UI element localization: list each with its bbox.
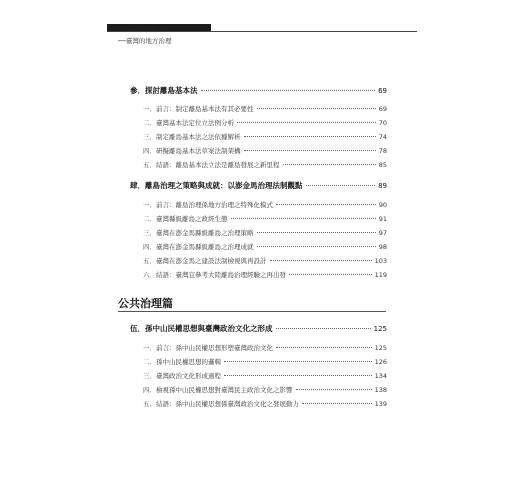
entry-title: 四．檢視孫中山民權思想對臺灣民主政治文化之影響: [143, 386, 293, 394]
entry-title: 一．前言：孫中山民權思想形塑臺灣政治文化: [143, 344, 273, 352]
dot-leader: [257, 232, 376, 233]
dot-leader: [244, 150, 376, 151]
page-number: 78: [378, 147, 387, 155]
entry-title: 五．臺灣在澎金馬之建設法制檢視與再設計: [143, 257, 267, 265]
toc-entry[interactable]: [143, 146, 387, 155]
toc-chapter[interactable]: [130, 323, 387, 334]
page-number: 69: [378, 87, 387, 95]
chapter-title: 參．探討離島基本法: [130, 86, 198, 95]
chapter-title: 伍．孫中山民權思想與臺灣政治文化之形成: [130, 324, 273, 333]
dot-leader: [231, 218, 376, 219]
toc-entry[interactable]: [143, 256, 387, 265]
dot-leader: [237, 122, 376, 123]
dot-leader: [257, 246, 376, 247]
entry-title: 二．臺灣縣級離島之政經生態: [143, 215, 228, 223]
section-heading: 公共治理篇: [118, 297, 173, 310]
dot-leader: [201, 90, 376, 91]
dot-leader: [306, 185, 376, 186]
page-number: 125: [373, 325, 387, 333]
dot-leader: [283, 164, 376, 165]
toc-entry[interactable]: [143, 228, 387, 237]
dot-leader: [289, 274, 372, 275]
page-number: 74: [378, 133, 387, 141]
dot-leader: [224, 361, 372, 362]
page-number: 69: [378, 105, 387, 113]
page-number: 98: [378, 243, 387, 251]
page-number: 85: [378, 161, 387, 169]
dot-leader: [296, 389, 372, 390]
entry-title: 四．研擬離島基本法草案法制架構: [143, 147, 241, 155]
toc-entry[interactable]: [143, 104, 387, 113]
entry-title: 六．結語：臺灣宜參考大陸離島治理經驗之再出發: [143, 271, 286, 279]
entry-title: 一．前言：制定離島基本法有其必要性: [143, 105, 254, 113]
entry-title: 一．前言：離島治理係地方治理之特殊化模式: [143, 201, 273, 209]
page-number: 119: [374, 271, 387, 279]
page-number: 90: [378, 201, 387, 209]
page-number: 125: [374, 344, 387, 352]
toc-entry[interactable]: [143, 200, 387, 209]
book-subtitle: ──臺灣的地方治理: [118, 37, 172, 45]
entry-title: 五．結語：孫中山民權思想係臺灣政治文化之發展動力: [143, 400, 299, 408]
dot-leader: [276, 347, 372, 348]
entry-title: 三．臺灣政治文化形成過程: [143, 372, 221, 380]
toc-entry[interactable]: [143, 343, 387, 352]
toc-entry[interactable]: [143, 399, 387, 408]
entry-title: 三．臺灣在澎金馬縣級離島之治理策略: [143, 229, 254, 237]
page-number: 139: [374, 400, 387, 408]
dot-leader: [276, 328, 371, 329]
page-number: 91: [378, 215, 387, 223]
page-number: 138: [374, 386, 387, 394]
page-number: 97: [378, 229, 387, 237]
toc-entry[interactable]: [143, 242, 387, 251]
entry-title: 二．臺灣基本法定位立法例分析: [143, 119, 234, 127]
page-number: 134: [374, 372, 387, 380]
dot-leader: [224, 375, 372, 376]
dot-leader: [276, 204, 376, 205]
toc-chapter[interactable]: [130, 85, 387, 96]
chapter-title: 肆．離島治理之策略與成就：以澎金馬治理法制觀點: [130, 181, 303, 190]
toc-entry[interactable]: [143, 270, 387, 279]
dot-leader: [244, 136, 376, 137]
toc-entry[interactable]: [143, 371, 387, 380]
entry-title: 三．制定離島基本法之法依據解析: [143, 133, 241, 141]
entry-title: 二．孫中山民權思想的邏輯: [143, 358, 221, 366]
page-number: 89: [378, 182, 387, 190]
book-series-title: 治理系統（卷二）: [118, 24, 170, 32]
toc-chapter[interactable]: [130, 180, 387, 191]
toc-entry[interactable]: [143, 132, 387, 141]
entry-title: 五．結語：離島基本法立法是離島發展之新里程: [143, 161, 280, 169]
page-number: 126: [374, 358, 387, 366]
dot-leader: [257, 108, 376, 109]
toc-entry[interactable]: [143, 214, 387, 223]
toc-entry[interactable]: [143, 118, 387, 127]
dot-leader: [270, 260, 372, 261]
section-rule: [118, 311, 386, 312]
page-number: 103: [374, 257, 387, 265]
toc-entry[interactable]: [143, 385, 387, 394]
toc-entry[interactable]: [143, 357, 387, 366]
dot-leader: [302, 403, 372, 404]
entry-title: 四．臺灣在澎金馬縣級離島之治理成就: [143, 243, 254, 251]
toc-entry[interactable]: [143, 160, 387, 169]
page-number: 70: [378, 119, 387, 127]
